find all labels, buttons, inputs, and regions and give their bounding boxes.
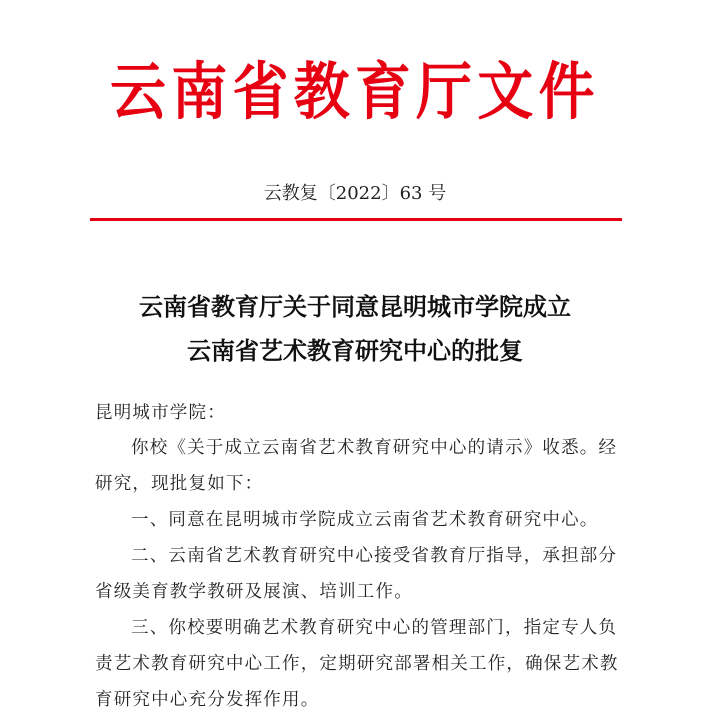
red-divider-line (90, 218, 622, 221)
document-title-line-1: 云南省教育厅关于同意昆明城市学院成立 (139, 293, 571, 321)
salutation: 昆明城市学院： (95, 403, 226, 423)
body-paragraph-item-1: 一、同意在昆明城市学院成立云南省艺术教育研究中心。 (131, 510, 599, 530)
document-title-line-2: 云南省艺术教育研究中心的批复 (187, 337, 523, 365)
body-paragraph-item-3: 三、你校要明确艺术教育研究中心的管理部门，指定专人负责艺术教育研究中心工作，定期研究部署相关工作，确保艺术教育研究中心充分发挥作用。 (95, 618, 619, 710)
document-body (95, 430, 625, 718)
body-paragraph-intro: 你校《关于成立云南省艺术教育研究中心的请示》收悉。经研究，现批复如下： (95, 438, 618, 494)
body-paragraph-item-2: 二、云南省艺术教育研究中心接受省教育厅指导，承担部分省级美育教学教研及展演、培训工作。 (95, 546, 618, 602)
document-issuer-header: 云南省教育厅文件 (110, 55, 600, 128)
document-number: 云教复〔2022〕63 号 (263, 183, 447, 204)
